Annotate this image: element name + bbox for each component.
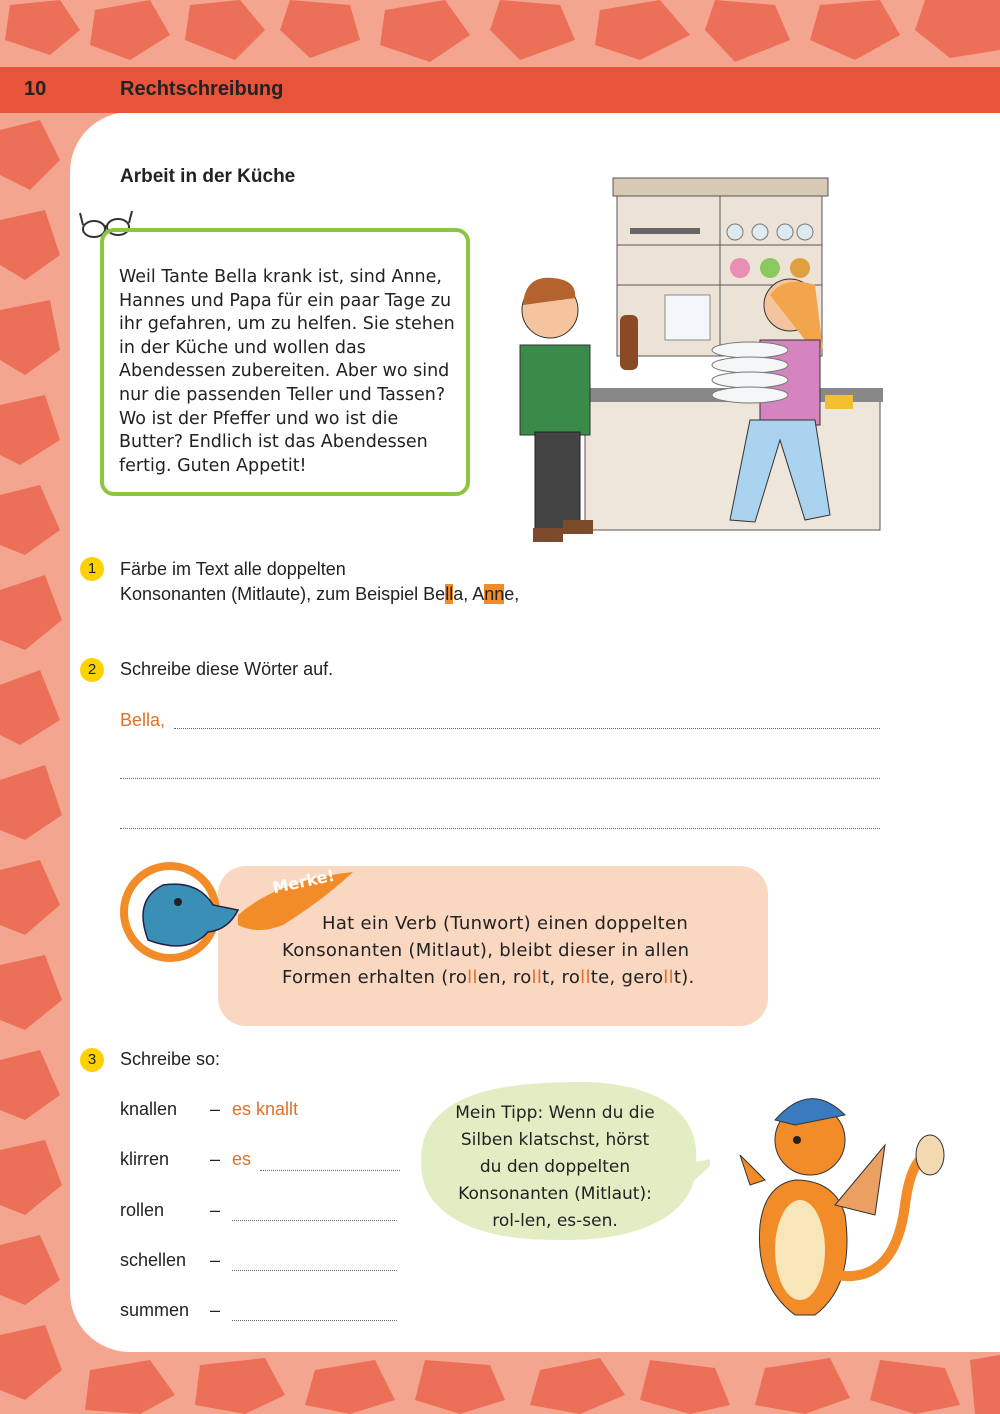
verb-word: schellen: [120, 1250, 187, 1270]
verb-word: knallen: [120, 1099, 178, 1119]
dragon-mascot-illustration: [725, 1085, 975, 1330]
answer-example: es knallt: [232, 1099, 299, 1119]
answer-prefix: es: [232, 1149, 252, 1169]
task-number-badge: 1: [80, 557, 104, 581]
task1-instruction: [120, 557, 519, 607]
task2-instruction: Schreibe diese Wörter auf.: [120, 659, 334, 679]
task3-instruction: Schreibe so:: [120, 1049, 221, 1069]
tip-text: Mein Tipp: Wenn du die Silben klatschst, hörst du den doppelten Konsonanten (Mitlaut): rol-len, es-sen.: [455, 1103, 655, 1231]
task1-line1: Färbe im Text alle doppelten: [120, 559, 346, 579]
writing-line[interactable]: [260, 1170, 400, 1171]
page-heading: Arbeit in der Küche: [120, 166, 296, 187]
verb-word: summen: [120, 1300, 190, 1320]
writing-line[interactable]: [232, 1270, 397, 1271]
verb-word: klirren: [120, 1149, 170, 1169]
page-number: 10: [24, 78, 47, 100]
highlight-example: ll: [445, 584, 454, 604]
task-number-badge: 3: [80, 1048, 104, 1072]
merke-label: Merke!: [270, 865, 337, 898]
task-number-badge: 2: [80, 658, 104, 682]
answer-example: Bella,: [120, 710, 166, 730]
merke-rule-text: Hat ein Verb (Tunwort) einen doppelten Konsonanten (Mitlaut), bleibt dieser in allen Formen erhalten (rollen, rollt, rollte, gerollt).: [282, 913, 695, 988]
section-title: Rechtschreibung: [120, 78, 284, 100]
story-text: Weil Tante Bella krank ist, sind Anne, Hannes und Papa für ein paar Tage zu ihr gefahren, um zu helfen. Sie stehen in der Küche und wollen das Abendessen zubereiten. Aber wo sind nur die passenden Teller und Tassen? Wo ist der Pfeffer und wo ist die Butter? Endlich ist das Abendessen fertig. Guten Appetit!: [119, 267, 455, 476]
writing-line[interactable]: [120, 828, 880, 829]
writing-line[interactable]: [232, 1220, 397, 1221]
verb-word: rollen: [120, 1200, 165, 1220]
writing-line[interactable]: [120, 778, 880, 779]
kitchen-illustration: [505, 170, 890, 565]
writing-line[interactable]: [174, 728, 880, 729]
task1-line2: Konsonanten (Mitlaute), zum Beispiel Bella, Anne,: [120, 584, 520, 604]
page-header: [0, 67, 1000, 113]
writing-line[interactable]: [232, 1320, 397, 1321]
highlight-example: nn: [484, 584, 505, 604]
